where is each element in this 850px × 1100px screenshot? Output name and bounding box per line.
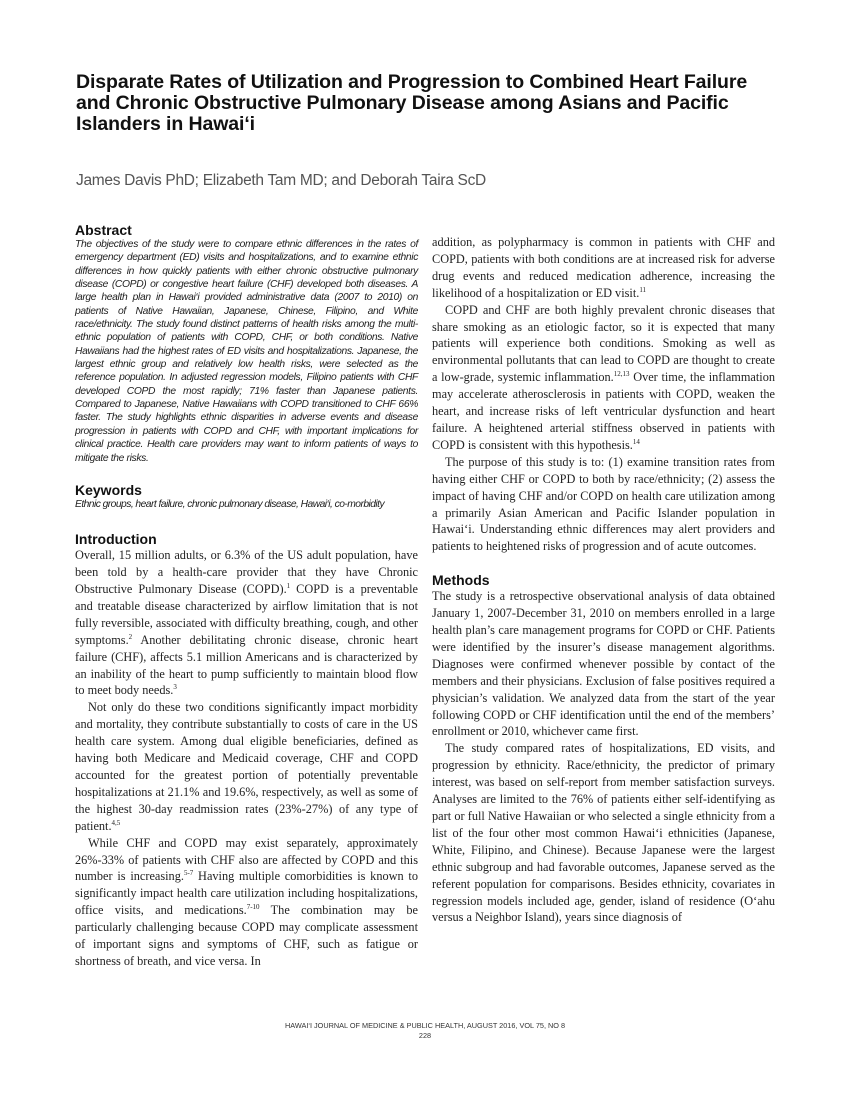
right-column (432, 234, 775, 926)
article-title: Disparate Rates of Utilization and Progression to Combined Heart Failure and Chronic Obstructive Pulmonary Disease among Asians and Pacific Islanders in Hawai‘i (76, 71, 748, 135)
citation: 7-10 (246, 903, 260, 912)
keywords-heading: Keywords (75, 481, 142, 498)
intro-paragraph-2: Not only do these two conditions significantly impact morbidity and mortality, they contribute substantially to costs of care in the US health care system. Among dual eligible beneficiaries, defined as having both Medicare and Medicaid coverage, CHF and COPD accounted for the greatest portion of potentially preventable hospitalizations at 21.1% and 19.6%, respectively, as well as some of the highest 30-day readmission rates (23%-27%) of any type of patient.$^{4,5}$ (75, 700, 418, 833)
abstract-heading: Abstract (75, 222, 132, 238)
citation: 3 (173, 683, 177, 692)
abstract-text: The objectives of the study were to compare ethnic differences in the rates of emergency department (ED) visits and hospitalizations, and to examine ethnic differences in how quickly patients with either chronic obstructive pulmonary disease (COPD) or congestive heart failure (CHF) developed both diseases. A large health plan in Hawai‘i provided administrative data (2007 to 2010) on patients of Native Hawaiian, Japanese, Chinese, Filipino, and White race/ethnicity. The study found distinct patterns of health risks among the multi-ethnic population of patients with COPD, CHF, or both conditions. Native Hawaiians had the highest rates of ED visits and hospitalizations. Japanese, the largest ethnic group and relatively low health risks, were selected as the reference population. In adjusted regression models, Filipino patients with CHF developed COPD the most rapidly; 71% faster than Japanese patients. Compared to Japanese, Native Hawaiians with COPD transitioned to CHF 66% faster. The study highlights ethnic disparities in adverse events and disease progression in patients with COPD and CHF, with important implications for clinical practice. Health care providers may want to inform patients of ways to mitigate the risks. (75, 239, 418, 464)
page-number: 228 (418, 1031, 432, 1040)
citation: 14 (632, 437, 640, 446)
citation: 5-7 (183, 869, 194, 878)
citation: 12,13 (613, 370, 630, 379)
intro-paragraph-4: COPD and CHF are both highly prevalent chronic diseases that share smoking as an etiologic factor, so it is expected that many patients will experience both conditions. Smoking as well as environmental pollutants that can lead to COPD are thought to create a low-grade, systemic inflammation.$^{12,13}$ Over time, the inflammation may accelerate atherosclerosis in patients with COPD, weaken the heart, and increase risks of left ventricular dysfunction and heart failure. A heightened arterial stiffness observed in patients with COPD is consistent with this hypothesis.$^{14}$ (432, 302, 775, 452)
intro-paragraph-3-continued: addition, as polypharmacy is common in patients with CHF and COPD, patients with both conditions are at increased risk for adverse drug events and reduced medication adherence, increasing the likelihood of a hospitalization or ED visit.$^{11}$ (432, 235, 775, 300)
methods-paragraph-1: The study is a retrospective observational analysis of data obtained January 1, 2007-December 31, 2010 on members enrolled in a large health plan’s care management programs for COPD or CHF. Patients were identified by the insurer’s disease management algorithms. Diagnoses were confirmed whenever possible by contact of the members and their physicians. Exclusion of false positives required a physician’s validation. We analyzed data from the start of the year following COPD or CHF identification until the end of the members’ enrollment or 2010, whichever came first. (432, 589, 775, 739)
left-column (75, 222, 418, 970)
methods-paragraph-2: The study compared rates of hospitalizations, ED visits, and progression by ethnicity. Race/ethnicity, the predictor of primary interest, was based on self-report from member satisfaction surveys. Analyses are limited to the 76% of patients either self-identifying as part or full Native Hawaiian or who selected a single ethnicity from a list of the four other most common Hawai‘i ethnicities (Japanese, White, Filipino, and Chinese). Because Japanese were the largest ethnic subgroup and had favorable outcomes, Japanese served as the referent population for comparisons. Besides ethnicity, covariates in regression models included age, gender, island of residence (O‘ahu versus a Neighbor Island), years since diagnosis of (432, 741, 775, 925)
intro-paragraph-3: While CHF and COPD may exist separately, approximately 26%-33% of patients with CHF also are affected by COPD and this number is increasing.$^{5-7}$ Having multiple comorbidities is known to significantly impact health care utilization including hospitalizations, office visits, and medications.$^{7-10}$ The combination may be particularly challenging because COPD may complicate assessment of important signs and symptoms of CHF, such as fatigue or shortness of breath, and vice versa. In (75, 835, 418, 968)
citation: 2 (128, 632, 133, 641)
article-authors: James Davis PhD; Elizabeth Tam MD; and Deborah Taira ScD (76, 172, 486, 189)
intro-paragraph-1: Overall, 15 million adults, or 6.3% of the US adult population, have been told by a health-care provider that they have Chronic Obstructive Pulmonary Disease (COPD).$^1$ COPD is a preventable and treatable disease characterized by airflow limitation that is not fully reversible, associated with difficulty breathing, cough, and other symptoms.$^2$ Another debilitating chronic disease, chronic heart failure (CHF), affects 5.1 million Americans and is characterized by an inability of the heart to pump sufficiently to maintain blood flow to meet body needs.$^3$ (75, 548, 418, 698)
page-footer (0, 1021, 850, 1041)
journal-citation: HAWAI‘I JOURNAL OF MEDICINE & PUBLIC HEALTH, AUGUST 2016, VOL 75, NO 8 (284, 1021, 566, 1030)
methods-heading: Methods (432, 572, 490, 589)
intro-paragraph-5: The purpose of this study is to: (1) examine transition rates from having either CHF or COPD to both by race/ethnicity; (2) assess the impact of having CHF and/or COPD on health care utilization among a primarily Asian American and Pacific Islander population in Hawai‘i. Understanding ethnic differences may alert providers and patients to heightened risks of progression and of acute outcomes. (432, 454, 775, 554)
citation: 1 (286, 582, 291, 590)
citation: 4,5 (111, 818, 121, 827)
keywords-text: Ethnic groups, heart failure, chronic pulmonary disease, Hawai‘i, co-morbidity (75, 498, 385, 510)
introduction-heading: Introduction (75, 531, 157, 548)
citation: 11 (639, 285, 647, 294)
